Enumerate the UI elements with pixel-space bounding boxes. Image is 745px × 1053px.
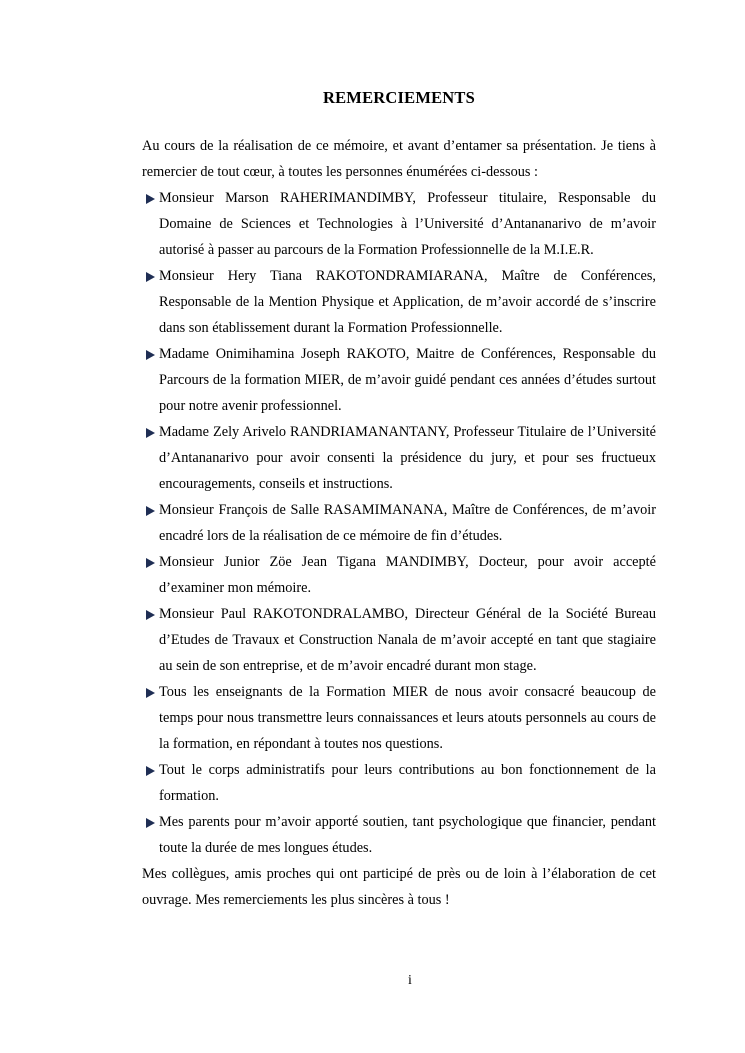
list-item <box>142 679 656 757</box>
arrow-right-bullet-icon <box>144 505 156 517</box>
arrow-right-bullet-icon <box>144 349 156 361</box>
acknowledgements-body <box>142 133 656 913</box>
arrow-right-bullet-icon <box>144 271 156 283</box>
arrow-right-bullet-icon <box>144 427 156 439</box>
list-item-text: Madame Onimihamina Joseph RAKOTO, Maitre de Conférences, Responsable du Parcours de la formation MIER, de m’avoir guidé pendant ces années d’études surtout pour notre avenir professionnel. <box>159 346 656 414</box>
arrow-right-bullet-icon <box>144 687 156 699</box>
intro-paragraph: Au cours de la réalisation de ce mémoire, et avant d’entamer sa présentation. Je tiens à remercier de tout cœur, à toutes les personnes énumérées ci-dessous : <box>142 138 656 180</box>
list-item <box>142 497 656 549</box>
list-item-text: Monsieur Paul RAKOTONDRALAMBO, Directeur Général de la Société Bureau d’Etudes de Travaux et Construction Nanala de m’avoir accepté en tant que stagiaire au sein de son entreprise, et de m’avoir encadré durant mon stage. <box>159 606 656 674</box>
list-item-text: Tous les enseignants de la Formation MIER de nous avoir consacré beaucoup de temps pour nous transmettre leurs connaissances et leurs atouts personnels au cours de la formation, en répondant à toutes nos questions. <box>159 684 656 752</box>
closing-paragraph: Mes collègues, amis proches qui ont participé de près ou de loin à l’élaboration de cet ouvrage. Mes remerciements les plus sincères à tous ! <box>142 866 656 908</box>
list-item <box>142 185 656 263</box>
arrow-right-bullet-icon <box>144 817 156 829</box>
arrow-right-bullet-icon <box>144 609 156 621</box>
arrow-right-bullet-icon <box>144 765 156 777</box>
list-item <box>142 341 656 419</box>
list-item-text: Mes parents pour m’avoir apporté soutien, tant psychologique que financier, pendant toute la durée de mes longues études. <box>159 814 656 856</box>
list-item-text: Tout le corps administratifs pour leurs contributions au bon fonctionnement de la formation. <box>159 762 656 804</box>
list-item-text: Madame Zely Arivelo RANDRIAMANANTANY, Professeur Titulaire de l’Université d’Antananarivo pour avoir consenti la présidence du jury, et pour ses fructueux encouragements, conseils et instructions. <box>159 424 656 492</box>
page-title: REMERCIEMENTS <box>322 88 476 107</box>
list-item <box>142 809 656 861</box>
list-item-text: Monsieur Junior Zöe Jean Tigana MANDIMBY, Docteur, pour avoir accepté d’examiner mon mémoire. <box>159 554 656 596</box>
list-item-text: Monsieur Hery Tiana RAKOTONDRAMIARANA, Maître de Conférences, Responsable de la Mention Physique et Application, de m’avoir accordé de s’inscrire dans son établissement durant la Formation Professionnelle. <box>159 268 656 336</box>
list-item <box>142 263 656 341</box>
arrow-right-bullet-icon <box>144 557 156 569</box>
list-item-text: Monsieur Marson RAHERIMANDIMBY, Professeur titulaire, Responsable du Domaine de Sciences et Technologies à l’Université d’Antananarivo de m’avoir autorisé à passer au parcours de la Formation Professionnelle de la M.I.E.R. <box>159 190 656 258</box>
arrow-right-bullet-icon <box>144 193 156 205</box>
list-item <box>142 757 656 809</box>
list-item <box>142 419 656 497</box>
page-number: i <box>408 973 412 988</box>
list-item-text: Monsieur François de Salle RASAMIMANANA, Maître de Conférences, de m’avoir encadré lors de la réalisation de ce mémoire de fin d’études. <box>159 502 656 544</box>
acknowledgements-list <box>142 185 656 861</box>
list-item <box>142 601 656 679</box>
list-item <box>142 549 656 601</box>
